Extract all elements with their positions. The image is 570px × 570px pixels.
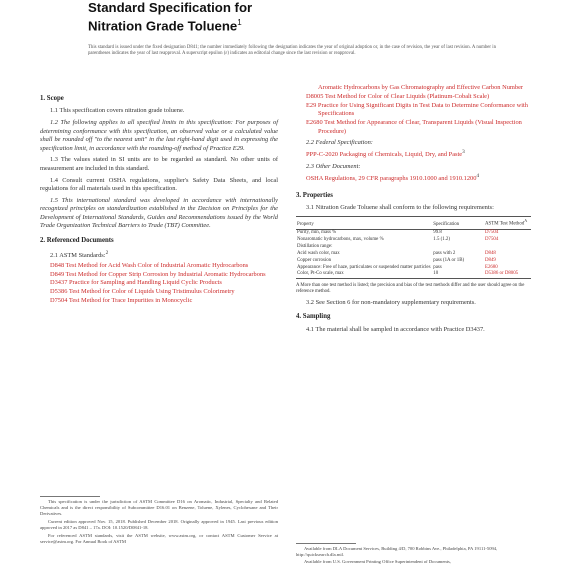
cell-method[interactable]: D849 bbox=[484, 257, 496, 263]
title-line-1: Standard Specification for bbox=[88, 0, 253, 15]
federal-footnote-mark: 3 bbox=[462, 149, 465, 156]
ref-item-6[interactable] bbox=[306, 102, 531, 119]
title-footnote-mark: 1 bbox=[237, 18, 242, 27]
scope-heading: 1. Scope bbox=[40, 95, 64, 102]
table-row bbox=[296, 264, 531, 271]
ref-code[interactable]: D849 bbox=[50, 270, 65, 278]
ref-title[interactable]: Test Method for Trace Impurities in Monocyclic bbox=[67, 297, 193, 305]
other-document-subheading: 2.3 Other Document: bbox=[306, 162, 361, 170]
scope-para-1-1: 1.1 This specification covers nitration grade toluene. bbox=[50, 107, 185, 115]
footnote-divider bbox=[40, 496, 100, 497]
standard-designation-note: This standard is issued under the fixed designation D841; the number immediately following the designation indicates the year of original adoption or, in the case of revision, the year of last revision. A number in parentheses indicates the year of last reapproval. A superscript epsilon (ε) indicates an editorial change since the last revision or reapproval. bbox=[88, 45, 496, 57]
table-row bbox=[296, 250, 531, 257]
scope-para-1-5: 1.5 This international standard was developed in accordance with internationally recognized principles on standardization established in the Decision on Principles for the Development of International Standards, Guides and Recommendations issued by the World Trade Organization Technical Barriers to Trade (TBT) Committee. bbox=[40, 197, 278, 230]
federal-ref-item[interactable] bbox=[306, 148, 531, 160]
footnote-1: This specification is under the jurisdiction of ASTM Committee D16 on Aromatic, Industrial, Specialty and Related Chemicals and is the direct responsibility of Subcommittee D16.01 on Benzene, Toluene, Xylenes, Cyclohexane and Their Derivatives. bbox=[40, 499, 278, 516]
ref-title[interactable]: Practice for Using Significant Digits in Test Data to Determine Conformance with Specifications bbox=[316, 101, 528, 118]
table-row bbox=[296, 237, 531, 244]
cell-property: Copper corrosion bbox=[297, 257, 332, 263]
table-row bbox=[296, 244, 531, 251]
table-note-mark: A bbox=[524, 218, 528, 224]
ref-code[interactable]: OSHA Regulations, 29 CFR bbox=[306, 175, 379, 183]
ref-code[interactable]: D3437 bbox=[50, 279, 68, 287]
properties-para-3-2: 3.2 See Section 6 for non-mandatory supplementary requirements. bbox=[306, 298, 476, 306]
ref-code[interactable]: E29 bbox=[306, 101, 317, 109]
ref-code[interactable]: D7504 bbox=[50, 297, 68, 305]
ref-title[interactable]: Test Method for Color of Liquids Using Tristimulus Colorimetry bbox=[67, 288, 235, 296]
table-row bbox=[296, 257, 531, 264]
ref-item-5[interactable] bbox=[306, 93, 531, 101]
ref-title[interactable]: Test Method for Acid Wash Color of Industrial Aromatic Hydrocarbons bbox=[64, 261, 249, 269]
ref-title[interactable]: Test Method for Copper Strip Corrosion by Industrial Aromatic Hydrocarbons bbox=[64, 270, 266, 278]
col-header-method bbox=[484, 217, 531, 230]
ref-code[interactable]: D848 bbox=[50, 261, 65, 269]
ref-item-7[interactable] bbox=[306, 119, 531, 136]
ref-title[interactable]: Practice for Sampling and Handling Liquid Cyclic Products bbox=[67, 279, 222, 287]
properties-table bbox=[296, 216, 531, 279]
osha-ref-item[interactable] bbox=[306, 172, 531, 184]
cell-spec: pass with 2 bbox=[433, 250, 456, 256]
cell-spec: pass (1A or 1B) bbox=[433, 257, 465, 263]
ref-item-1[interactable] bbox=[50, 271, 278, 279]
ref-title[interactable]: paragraphs 1910.1000 and 1910.1200 bbox=[378, 175, 477, 183]
ref-code[interactable]: PPP-C-2020 bbox=[306, 151, 338, 159]
right-footnotes bbox=[296, 540, 531, 565]
cell-method[interactable]: E2680 bbox=[484, 264, 498, 270]
title-line-2: Nitration Grade Toluene bbox=[88, 18, 238, 34]
cell-property: Nonaromatic hydrocarbons, max, volume % bbox=[297, 237, 384, 243]
scope-para-1-2: 1.2 The following applies to all specified limits in this specification: For purposes of determining conformance with this specification, an observed value or a calculated value shall be rounded off "to the nearest unit" in the last right-hand digit used in expressing the specification limit, in accordance with the rounding-off method of Practice E29. bbox=[40, 119, 278, 152]
ref-code[interactable]: D5386 bbox=[50, 288, 68, 296]
properties-heading: 3. Properties bbox=[296, 191, 333, 199]
ref-title[interactable]: Test Method for Color of Clear Liquids (Platinum-Cobalt Scale) bbox=[323, 92, 490, 100]
ref-item-4[interactable] bbox=[50, 297, 278, 305]
footnote-4: Available from U.S. Government Printing Office Superintendent of Documents, bbox=[304, 558, 451, 564]
col-header-property: Property bbox=[296, 217, 432, 230]
scope-para-1-4: 1.4 Consult current OSHA regulations, supplier's Safety Data Sheets, and local regulations for all materials used in this specification. bbox=[40, 176, 278, 193]
cell-spec: 99.8 bbox=[433, 230, 442, 236]
ref-item-2[interactable] bbox=[50, 279, 278, 287]
sampling-para-4-1: 4.1 The material shall be sampled in accordance with Practice D3437. bbox=[306, 325, 485, 333]
col-header-specification: Specification bbox=[432, 217, 484, 230]
cell-property: Distillation range: bbox=[297, 243, 333, 249]
footnote-divider bbox=[296, 543, 356, 544]
table-row bbox=[296, 229, 531, 236]
ref-item-3[interactable] bbox=[50, 288, 278, 296]
cell-property: Color, Pt-Co scale, max bbox=[296, 271, 432, 278]
cell-method[interactable] bbox=[484, 244, 531, 251]
document-title bbox=[88, 0, 252, 33]
cell-property: Purity, min, mass % bbox=[297, 230, 337, 236]
referenced-documents-heading: 2. Referenced Documents bbox=[40, 236, 114, 244]
ref-title[interactable]: Test Method for Appearance of Clear, Transparent Liquids (Visual Inspection Procedure) bbox=[318, 119, 522, 135]
cell-method[interactable]: D7504 bbox=[484, 230, 499, 236]
cell-method[interactable]: D7504 bbox=[484, 237, 499, 243]
sampling-heading: 4. Sampling bbox=[296, 313, 331, 321]
cell-property: Appearance: Free of haze, particulates or suspended matter particles bbox=[297, 264, 431, 270]
properties-table-header bbox=[296, 217, 531, 230]
cell-spec: 10 bbox=[432, 271, 484, 278]
properties-para-3-1: 3.1 Nitration Grade Toluene shall conform to the following requirements: bbox=[306, 204, 494, 212]
federal-spec-subheading: 2.2 Federal Specification: bbox=[306, 138, 373, 146]
cell-spec: pass bbox=[433, 264, 442, 270]
ref-continuation[interactable]: Aromatic Hydrocarbons by Gas Chromatography and Effective Carbon Number bbox=[318, 84, 524, 91]
astm-standards-label: 2.1 ASTM Standards: bbox=[50, 252, 106, 260]
cell-property: Acid wash color, max bbox=[297, 250, 340, 256]
left-footnotes bbox=[40, 493, 278, 547]
ref-item-0[interactable] bbox=[50, 262, 278, 270]
ref-code[interactable]: D8005 bbox=[306, 92, 324, 100]
footnote-1b: Current edition approved Nov. 15, 2018. Published December 2018. Originally approved in 1945. Last previous edition approved in 2017 as D841 – 17a. DOI: 10.1520/D0841-18. bbox=[40, 518, 278, 530]
astm-standards-footnote-mark: 2 bbox=[105, 250, 109, 257]
table-footnote: A More than one test method is listed; the precision and bias of the test methods differ and the user should agree on the reference method. bbox=[296, 282, 525, 294]
ref-title[interactable]: Packaging of Chemicals, Liquid, Dry, and Paste bbox=[337, 151, 463, 159]
footnote-2: For referenced ASTM standards, visit the ASTM website, www.astm.org, or contact ASTM Customer Service at service@astm.org. For Annual Book of ASTM bbox=[40, 532, 278, 544]
right-column bbox=[296, 84, 531, 338]
scope-para-1-3: 1.3 The values stated in SI units are to be regarded as standard. No other units of measurement are included in this standard. bbox=[40, 156, 278, 172]
table-row bbox=[296, 271, 531, 278]
cell-method[interactable]: D5386 or D8005 bbox=[484, 271, 531, 278]
osha-footnote-mark: 4 bbox=[476, 173, 480, 180]
left-column bbox=[40, 95, 278, 306]
cell-method[interactable]: D848 bbox=[484, 250, 496, 256]
col-header-method-label: ASTM Test Method bbox=[484, 221, 525, 227]
cell-spec: 1.5 (1.2) bbox=[433, 237, 451, 243]
ref-code[interactable]: E2680 bbox=[306, 119, 323, 127]
cell-spec bbox=[432, 244, 484, 251]
astm-standards-subheading bbox=[50, 249, 278, 261]
footnote-3: Available from DLA Document Services, Building 4/D, 700 Robbins Ave., Philadelphia, PA 19111-5094, http://quicksearch.dla.mil. bbox=[296, 546, 498, 557]
